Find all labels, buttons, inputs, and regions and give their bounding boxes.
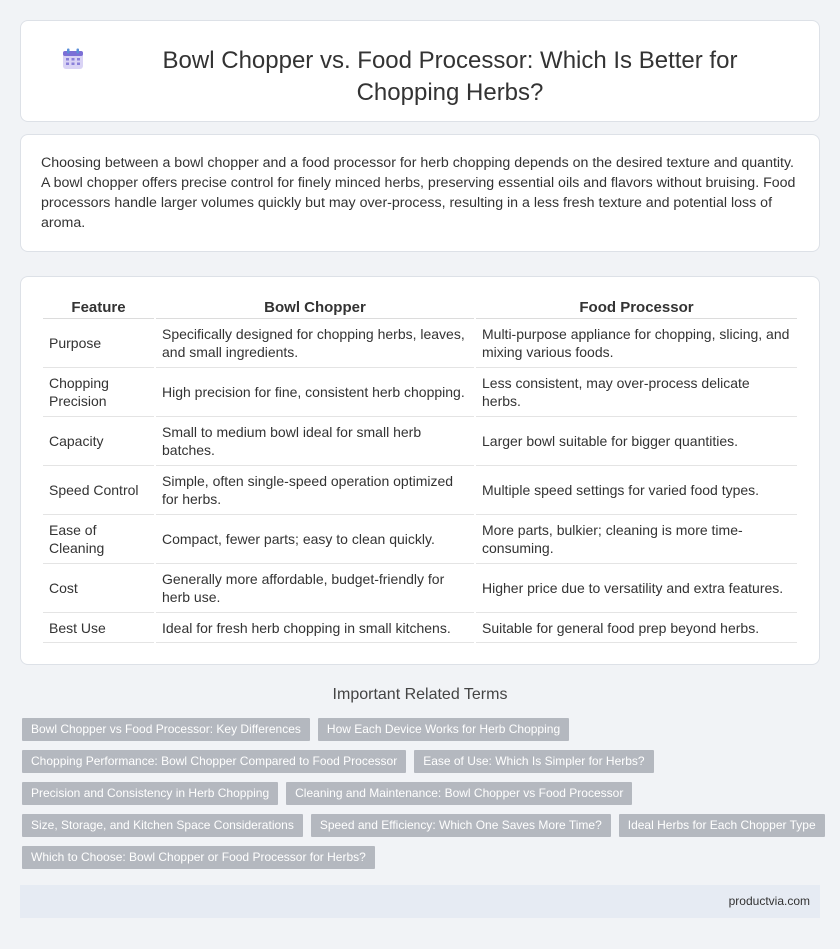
food-processor-cell: More parts, bulkier; cleaning is more time-consuming. xyxy=(476,515,797,564)
related-tag[interactable]: Bowl Chopper vs Food Processor: Key Differences xyxy=(22,718,310,741)
bowl-chopper-cell: Specifically designed for chopping herbs, leaves, and small ingredients. xyxy=(156,319,474,368)
footer-bar xyxy=(20,885,820,918)
table-row xyxy=(43,613,797,643)
related-terms-title: Important Related Terms xyxy=(332,686,508,703)
tag-row xyxy=(22,846,812,869)
related-tag[interactable]: Which to Choose: Bowl Chopper or Food Processor for Herbs? xyxy=(22,846,375,869)
intro-card xyxy=(20,134,820,252)
table-row xyxy=(43,319,797,368)
related-tag[interactable]: Ideal Herbs for Each Chopper Type xyxy=(619,814,825,837)
tag-row xyxy=(22,750,812,773)
bowl-chopper-cell: Compact, fewer parts; easy to clean quickly. xyxy=(156,515,474,564)
table-row xyxy=(43,368,797,417)
table-header-row xyxy=(43,297,797,319)
footer-site[interactable]: productvia.com xyxy=(728,894,810,908)
header-bowl-chopper: Bowl Chopper xyxy=(156,297,474,319)
related-tag[interactable]: Precision and Consistency in Herb Chopping xyxy=(22,782,278,805)
tag-row xyxy=(22,718,812,741)
table-row xyxy=(43,564,797,613)
page-title: Bowl Chopper vs. Food Processor: Which Is Better for Chopping Herbs? xyxy=(162,47,738,106)
bowl-chopper-cell: High precision for fine, consistent herb chopping. xyxy=(156,368,474,417)
feature-cell: Cost xyxy=(43,564,154,613)
table-row xyxy=(43,466,797,515)
food-processor-cell: Less consistent, may over-process delicate herbs. xyxy=(476,368,797,417)
intro-paragraph: Choosing between a bowl chopper and a food processor for herb chopping depends on the desired texture and quantity. A bowl chopper offers precise control for finely minced herbs, preserving essential oils and flavors without bruising. Food processors handle larger volumes quickly but may over-process, resulting in a less fresh texture and potential loss of aroma. xyxy=(41,155,796,231)
bowl-chopper-cell: Generally more affordable, budget-friendly for herb use. xyxy=(156,564,474,613)
food-processor-cell: Higher price due to versatility and extra features. xyxy=(476,564,797,613)
tag-row xyxy=(22,814,816,837)
related-tag[interactable]: Chopping Performance: Bowl Chopper Compared to Food Processor xyxy=(22,750,406,773)
header-feature: Feature xyxy=(43,297,154,319)
bowl-chopper-cell: Ideal for fresh herb chopping in small kitchens. xyxy=(156,613,474,643)
title-wrap xyxy=(61,45,799,109)
feature-cell: Ease of Cleaning xyxy=(43,515,154,564)
related-tag[interactable]: Ease of Use: Which Is Simpler for Herbs? xyxy=(414,750,653,773)
header-food-processor: Food Processor xyxy=(476,297,797,319)
food-processor-cell: Multiple speed settings for varied food types. xyxy=(476,466,797,515)
related-tag[interactable]: Size, Storage, and Kitchen Space Considerations xyxy=(22,814,303,837)
food-processor-cell: Multi-purpose appliance for chopping, slicing, and mixing various foods. xyxy=(476,319,797,368)
bowl-chopper-cell: Small to medium bowl ideal for small herb batches. xyxy=(156,417,474,466)
related-tag[interactable]: Cleaning and Maintenance: Bowl Chopper vs Food Processor xyxy=(286,782,632,805)
feature-cell: Chopping Precision xyxy=(43,368,154,417)
table-row xyxy=(43,515,797,564)
feature-cell: Speed Control xyxy=(43,466,154,515)
food-processor-cell: Larger bowl suitable for bigger quantities. xyxy=(476,417,797,466)
related-tag[interactable]: How Each Device Works for Herb Chopping xyxy=(318,718,569,741)
feature-cell: Purpose xyxy=(43,319,154,368)
bowl-chopper-cell: Simple, often single-speed operation optimized for herbs. xyxy=(156,466,474,515)
food-processor-cell: Suitable for general food prep beyond herbs. xyxy=(476,613,797,643)
feature-cell: Best Use xyxy=(43,613,154,643)
tag-row xyxy=(22,782,812,805)
related-terms-tags xyxy=(22,718,816,878)
comparison-table-card xyxy=(20,276,820,665)
feature-cell: Capacity xyxy=(43,417,154,466)
related-tag[interactable]: Speed and Efficiency: Which One Saves More Time? xyxy=(311,814,611,837)
title-card xyxy=(20,20,820,122)
table-row xyxy=(43,417,797,466)
comparison-table xyxy=(41,297,799,643)
